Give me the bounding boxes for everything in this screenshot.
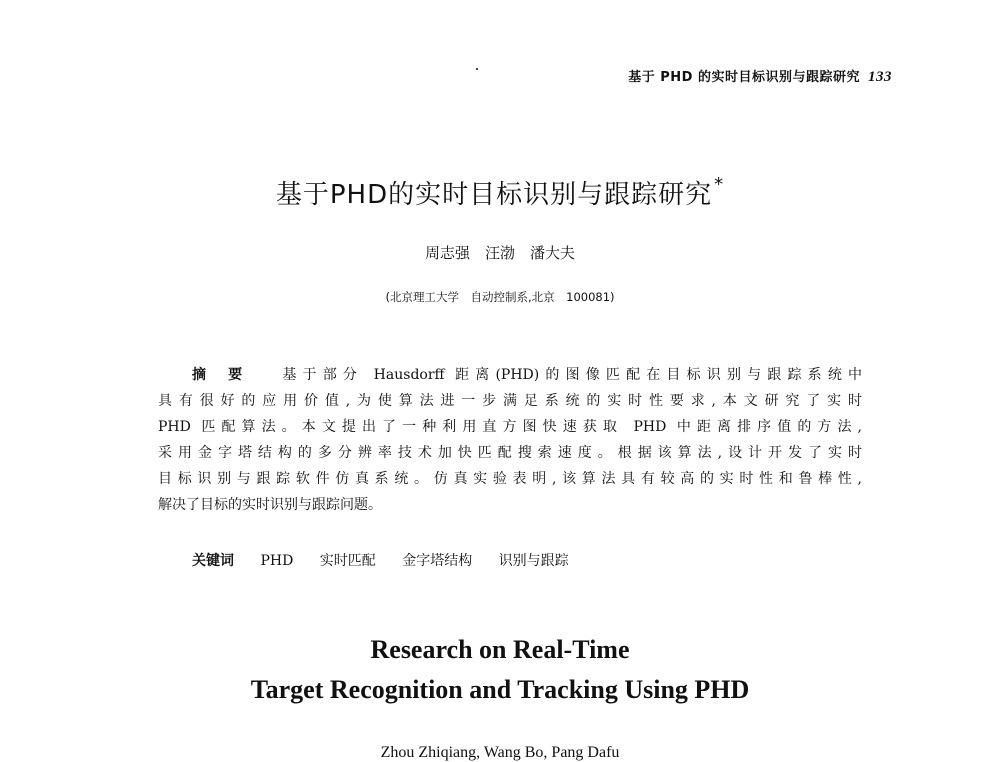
- keyword-item: 识别与跟踪: [498, 553, 569, 569]
- running-head-title: 基于 PHD 的实时目标识别与跟踪研究: [628, 70, 860, 85]
- title-chinese-text: 基于PHD的实时目标识别与跟踪研究: [275, 180, 713, 210]
- page-number: 133: [868, 69, 892, 85]
- abstract-line-5: 目标识别与跟踪软件仿真系统。仿真实验表明,该算法具有较高的实时性和鲁棒性,: [158, 471, 862, 487]
- abstract-label: 摘要: [192, 367, 265, 383]
- abstract-line-4: 采用金字塔结构的多分辨率技术加快匹配搜索速度。根据该算法,设计开发了实时: [158, 445, 862, 461]
- authors-chinese: 周志强 汪渤 潘大夫: [424, 244, 575, 262]
- abstract-text-1: 基于部分 Hausdorff 距离(PHD)的图像匹配在目标识别与跟踪系统中: [282, 367, 862, 383]
- scan-speck: [476, 68, 478, 70]
- abstract-line-2: 具有很好的应用价值,为使算法进一步满足系统的实时性要求,本文研究了实时: [158, 393, 862, 409]
- keywords: [192, 550, 591, 570]
- abstract-line-3: PHD 匹配算法。本文提出了一种利用直方图快速获取 PHD 中距离排序值的方法,: [158, 419, 862, 435]
- authors-english: Zhou Zhiqiang, Wang Bo, Pang Dafu: [380, 744, 620, 761]
- affiliation-chinese: (北京理工大学 自动控制系,北京 100081): [385, 290, 615, 304]
- abstract-line-1: [158, 362, 862, 388]
- abstract-line-6: 解决了目标的实时识别与跟踪问题。: [158, 497, 382, 513]
- abstract-chinese: [158, 362, 862, 518]
- running-head: [628, 66, 892, 86]
- title-english-line-1: Research on Real-Time: [370, 635, 630, 664]
- keyword-item: 实时匹配: [319, 553, 376, 569]
- title-chinese: [0, 174, 1000, 211]
- title-footnote-mark: *: [714, 174, 725, 195]
- title-english-line-2: Target Recognition and Tracking Using PHD: [250, 675, 750, 704]
- keywords-label: 关键词: [192, 553, 234, 569]
- title-english: [0, 630, 1000, 710]
- keyword-item: 金字塔结构: [402, 553, 473, 569]
- keyword-item: PHD: [260, 553, 294, 569]
